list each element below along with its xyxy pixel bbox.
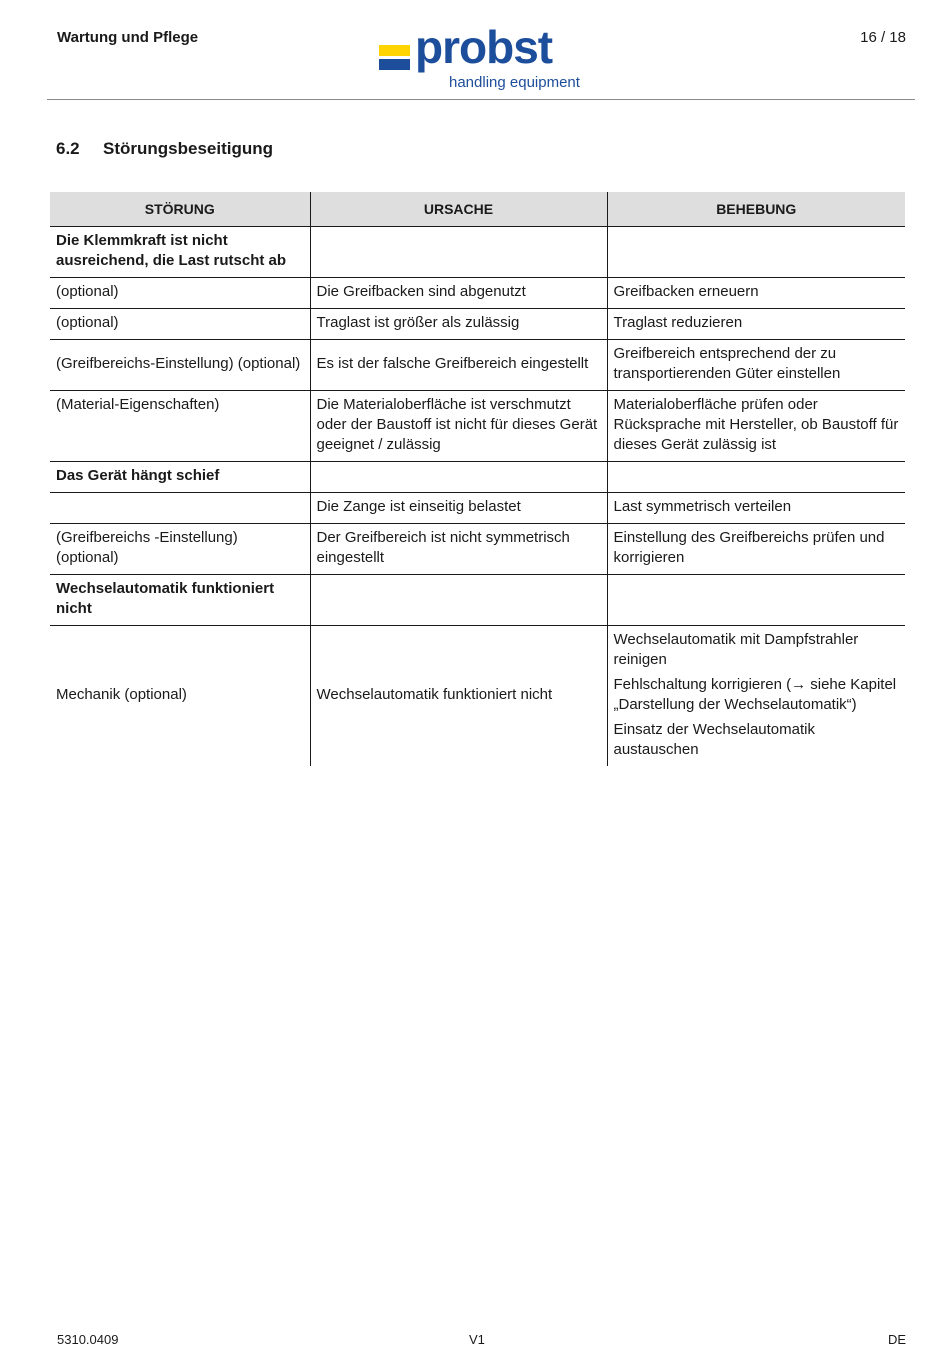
- logo-wordmark: probst: [415, 21, 553, 73]
- remedy-cell: Greifbacken erneuern: [607, 278, 905, 309]
- cause-cell: Wechselautomatik funktioniert nicht: [310, 626, 607, 767]
- remedy-cell: [607, 626, 905, 767]
- fault-cell: (Greifbereichs -Einstellung) (optional): [50, 524, 310, 575]
- cause-cell: Es ist der falsche Greifbereich eingestellt: [310, 340, 607, 391]
- cause-cell: [310, 462, 607, 493]
- page-header-title: Wartung und Pflege: [57, 29, 199, 46]
- logo-blue-bar: [379, 59, 410, 70]
- cause-cell: Die Materialoberfläche ist verschmutzt oder der Baustoff ist nicht für dieses Gerät geeignet / zulässig: [310, 391, 607, 462]
- probst-logo: [379, 21, 591, 94]
- remedy-cell: [607, 575, 905, 626]
- table-row: [50, 575, 905, 626]
- column-header-stoerung: STÖRUNG: [50, 192, 310, 227]
- remedy-step: Wechselautomatik mit Dampfstrahler reinigen: [613, 631, 859, 668]
- table-row: [50, 278, 905, 309]
- table-row: [50, 524, 905, 575]
- table-row: [50, 462, 905, 493]
- header-divider: [47, 99, 915, 100]
- remedy-step: Einsatz der Wechselautomatik austauschen: [613, 721, 815, 758]
- table-row: [50, 309, 905, 340]
- logo-yellow-bar: [379, 45, 410, 56]
- remedy-cell: Last symmetrisch verteilen: [607, 493, 905, 524]
- section-number: 6.2: [56, 139, 80, 158]
- remedy-cell: Greifbereich entsprechend der zu transportierenden Güter einstellen: [607, 340, 905, 391]
- fault-cell: Wechselautomatik funktioniert nicht: [50, 575, 310, 626]
- fault-cell: Mechanik (optional): [50, 626, 310, 767]
- fault-cell: (optional): [50, 278, 310, 309]
- fault-cell: (Material-Eigenschaften): [50, 391, 310, 462]
- remedy-cell: Traglast reduzieren: [607, 309, 905, 340]
- remedy-cell: [607, 227, 905, 278]
- logo-tagline: handling equipment: [449, 74, 580, 91]
- table-row: [50, 493, 905, 524]
- section-title: Störungsbeseitigung: [103, 139, 273, 158]
- footer-version: V1: [469, 1332, 485, 1347]
- table-row: [50, 340, 905, 391]
- footer-language: DE: [887, 1332, 906, 1347]
- cause-cell: [310, 227, 607, 278]
- table-row: [50, 227, 905, 278]
- remedy-cell: Materialoberfläche prüfen oder Rücksprache mit Hersteller, ob Baustoff für dieses Gerät zulässig ist: [607, 391, 905, 462]
- cause-cell: Der Greifbereich ist nicht symmetrisch eingestellt: [310, 524, 607, 575]
- fault-cell: [50, 493, 310, 524]
- cause-cell: Die Zange ist einseitig belastet: [310, 493, 607, 524]
- cause-cell: Die Greifbacken sind abgenutzt: [310, 278, 607, 309]
- cause-cell: Traglast ist größer als zulässig: [310, 309, 607, 340]
- fault-cell: (Greifbereichs-Einstellung) (optional): [50, 340, 310, 391]
- cause-cell: [310, 575, 607, 626]
- column-header-behebung: BEHEBUNG: [607, 192, 905, 227]
- page-number: 16 / 18: [860, 29, 906, 46]
- fault-cell: Das Gerät hängt schief: [50, 462, 310, 493]
- remedy-cell: [607, 462, 905, 493]
- table-row: [50, 391, 905, 462]
- table-row: [50, 626, 905, 767]
- table-header-row: [50, 192, 905, 227]
- column-header-ursache: URSACHE: [310, 192, 607, 227]
- fault-cell: (optional): [50, 309, 310, 340]
- troubleshooting-table: [50, 192, 905, 766]
- fault-cell: Die Klemmkraft ist nicht ausreichend, die Last rutscht ab: [50, 227, 310, 278]
- footer-doc-number: 5310.0409: [57, 1332, 119, 1347]
- remedy-cell: Einstellung des Greifbereichs prüfen und korrigieren: [607, 524, 905, 575]
- remedy-step: Fehlschaltung korrigieren (→ siehe Kapitel „Darstellung der Wechselautomatik“): [613, 676, 897, 713]
